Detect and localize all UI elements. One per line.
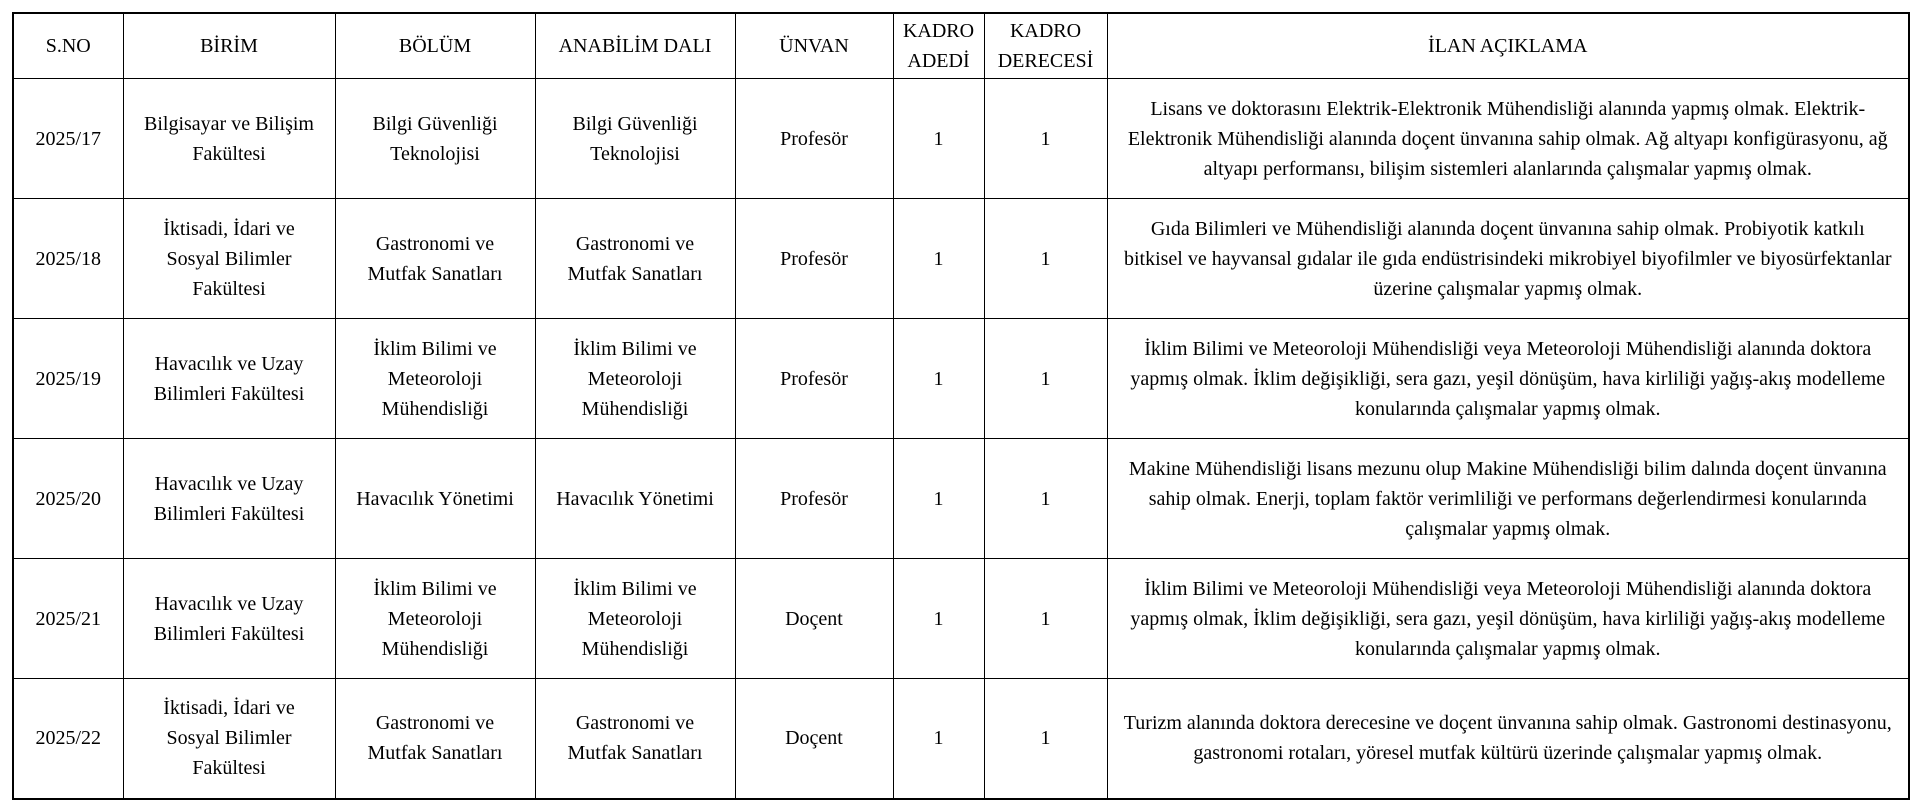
- table-row: [13, 319, 1909, 439]
- cell-birim: İktisadi, İdari ve Sosyal Bilimler Fakültesi: [123, 679, 335, 799]
- cell-kadro_derecesi: 1: [984, 559, 1107, 679]
- cell-birim: Bilgisayar ve Bilişim Fakültesi: [123, 79, 335, 199]
- cell-kadro_adedi: 1: [893, 559, 984, 679]
- cell-kadro_adedi: 1: [893, 79, 984, 199]
- cell-unvan: Profesör: [735, 199, 893, 319]
- table-row: [13, 439, 1909, 559]
- cell-kadro_derecesi: 1: [984, 79, 1107, 199]
- cell-unvan: Doçent: [735, 559, 893, 679]
- cell-bolum: Bilgi Güvenliği Teknolojisi: [335, 79, 535, 199]
- table-row: [13, 79, 1909, 199]
- cell-birim: İktisadi, İdari ve Sosyal Bilimler Fakültesi: [123, 199, 335, 319]
- column-header-unvan: ÜNVAN: [735, 13, 893, 79]
- cell-bolum: Gastronomi ve Mutfak Sanatları: [335, 199, 535, 319]
- cell-s_no: 2025/18: [13, 199, 123, 319]
- cell-ilan_aciklama: Makine Mühendisliği lisans mezunu olup Makine Mühendisliği bilim dalında doçent ünvanına sahip olmak. Enerji, toplam faktör verimliliği ve performans değerlendirmesi konularında çalışmalar yapmış olmak.: [1107, 439, 1909, 559]
- cell-anabilim_dali: Bilgi Güvenliği Teknolojisi: [535, 79, 735, 199]
- cell-ilan_aciklama: Turizm alanında doktora derecesine ve doçent ünvanına sahip olmak. Gastronomi destinasyonu, gastronomi rotaları, yöresel mutfak kültürü üzerinde çalışmalar yapmış olmak.: [1107, 679, 1909, 799]
- cell-birim: Havacılık ve Uzay Bilimleri Fakültesi: [123, 559, 335, 679]
- table-header-row: [13, 13, 1909, 79]
- column-header-kadro_derecesi: KADRO DERECESİ: [984, 13, 1107, 79]
- column-header-birim: BİRİM: [123, 13, 335, 79]
- cell-unvan: Doçent: [735, 679, 893, 799]
- cell-kadro_derecesi: 1: [984, 199, 1107, 319]
- cell-s_no: 2025/17: [13, 79, 123, 199]
- cell-ilan_aciklama: Lisans ve doktorasını Elektrik-Elektronik Mühendisliği alanında yapmış olmak. Elektrik-Elektronik Mühendisliği alanında doçent ünvanına sahip olmak. Ağ altyapı konfigürasyonu, ağ altyapı performansı, bilişim sistemleri alanlarında çalışmalar yapmış olmak.: [1107, 79, 1909, 199]
- cell-s_no: 2025/22: [13, 679, 123, 799]
- cell-bolum: İklim Bilimi ve Meteoroloji Mühendisliği: [335, 319, 535, 439]
- cell-bolum: Gastronomi ve Mutfak Sanatları: [335, 679, 535, 799]
- cell-kadro_adedi: 1: [893, 199, 984, 319]
- column-header-anabilim_dali: ANABİLİM DALI: [535, 13, 735, 79]
- column-header-kadro_adedi: KADRO ADEDİ: [893, 13, 984, 79]
- cell-unvan: Profesör: [735, 79, 893, 199]
- table-row: [13, 559, 1909, 679]
- cell-kadro_adedi: 1: [893, 319, 984, 439]
- cell-bolum: İklim Bilimi ve Meteoroloji Mühendisliği: [335, 559, 535, 679]
- cell-ilan_aciklama: İklim Bilimi ve Meteoroloji Mühendisliği veya Meteoroloji Mühendisliği alanında doktora yapmış olmak, İklim değişikliği, sera gazı, yeşil dönüşüm, hava kirliliği yağış-akış modelleme konularında çalışmalar yapmış olmak.: [1107, 559, 1909, 679]
- cell-s_no: 2025/19: [13, 319, 123, 439]
- cell-ilan_aciklama: Gıda Bilimleri ve Mühendisliği alanında doçent ünvanına sahip olmak. Probiyotik katkılı bitkisel ve hayvansal gıdalar ile gıda endüstrisindeki mikrobiyel biyofilmler ve biyosürfektanlar üzerine çalışmalar yapmış olmak.: [1107, 199, 1909, 319]
- table-row: [13, 199, 1909, 319]
- column-header-ilan_aciklama: İLAN AÇIKLAMA: [1107, 13, 1909, 79]
- cell-unvan: Profesör: [735, 439, 893, 559]
- cell-anabilim_dali: İklim Bilimi ve Meteoroloji Mühendisliği: [535, 319, 735, 439]
- cell-kadro_derecesi: 1: [984, 439, 1107, 559]
- cell-kadro_adedi: 1: [893, 439, 984, 559]
- cell-ilan_aciklama: İklim Bilimi ve Meteoroloji Mühendisliği veya Meteoroloji Mühendisliği alanında doktora yapmış olmak. İklim değişikliği, sera gazı, yeşil dönüşüm, hava kirliliği yağış-akış modelleme konularında çalışmalar yapmış olmak.: [1107, 319, 1909, 439]
- cell-s_no: 2025/20: [13, 439, 123, 559]
- cell-anabilim_dali: Gastronomi ve Mutfak Sanatları: [535, 199, 735, 319]
- cell-kadro_derecesi: 1: [984, 319, 1107, 439]
- cell-bolum: Havacılık Yönetimi: [335, 439, 535, 559]
- table-row: [13, 679, 1909, 799]
- cell-birim: Havacılık ve Uzay Bilimleri Fakültesi: [123, 319, 335, 439]
- column-header-bolum: BÖLÜM: [335, 13, 535, 79]
- table-head: [13, 13, 1909, 79]
- cell-unvan: Profesör: [735, 319, 893, 439]
- cell-s_no: 2025/21: [13, 559, 123, 679]
- cell-birim: Havacılık ve Uzay Bilimleri Fakültesi: [123, 439, 335, 559]
- cell-anabilim_dali: İklim Bilimi ve Meteoroloji Mühendisliği: [535, 559, 735, 679]
- cell-anabilim_dali: Gastronomi ve Mutfak Sanatları: [535, 679, 735, 799]
- cell-kadro_adedi: 1: [893, 679, 984, 799]
- cell-anabilim_dali: Havacılık Yönetimi: [535, 439, 735, 559]
- column-header-s_no: S.NO: [13, 13, 123, 79]
- announcement-table: [12, 12, 1910, 800]
- table-body: [13, 79, 1909, 799]
- cell-kadro_derecesi: 1: [984, 679, 1107, 799]
